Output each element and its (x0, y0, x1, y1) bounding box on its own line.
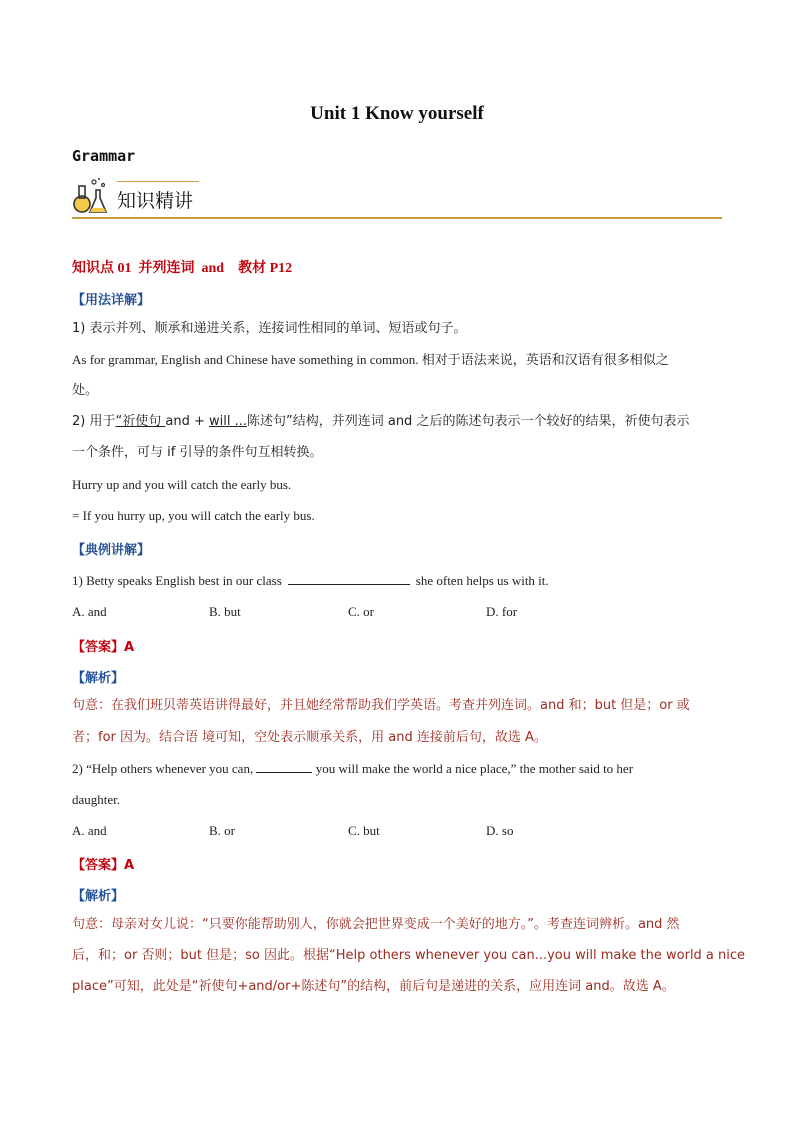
q1-analysis-line-1: 句意：在我们班贝蒂英语讲得最好，并且她经常帮助我们学英语。考查并列连词。and 和；but 但是；or 或 (72, 698, 690, 713)
usage-example-cn: 相对于语法来说，英语和汉语有很多相似之 (421, 353, 669, 368)
usage-example-2: Hurry up and you will catch the early bus. (72, 477, 292, 492)
question-1-stem-b: she often helps us with it. (415, 573, 549, 588)
usage-point-1: 1) 表示并列、顺承和递进关系，连接词性相同的单词、短语或句子。 (72, 321, 467, 336)
usage-point-2-u2: will ... (208, 414, 247, 429)
question-2-stem-b: you will make the world a nice place,” the mother said to her (312, 761, 634, 776)
banner-accent-line (117, 181, 199, 182)
question-2-stem (72, 761, 633, 777)
usage-point-2-a: 2) 用于 (72, 414, 116, 429)
question-1-stem (72, 573, 549, 589)
question-1-stem-a: 1) Betty speaks English best in our class (72, 573, 282, 588)
q2-option-a: A. and (72, 823, 107, 838)
q1-analysis-tag: 【解析】 (72, 671, 125, 686)
usage-point-2 (72, 414, 689, 430)
usage-point-2-c: 陈述句”结构，并列连词 and 之后的陈述句表示一个较好的结果，祈使句表示 (246, 414, 690, 429)
q1-analysis-line-2: 者；for 因为。结合语 境可知，空处表示顺承关系，用 and 连接前后句，故选 A。 (72, 730, 547, 745)
usage-example-1-cont: 处。 (72, 383, 99, 398)
q1-option-d: D. for (486, 604, 518, 619)
section-heading: Grammar (72, 147, 136, 165)
q2-option-d: D. so (486, 823, 514, 838)
usage-tag: 【用法详解】 (72, 293, 151, 308)
usage-point-2-b: and + (165, 414, 209, 429)
q1-option-a: A. and (72, 604, 107, 619)
q1-answer: 【答案】A (72, 640, 135, 655)
usage-example-en: As for grammar, English and Chinese have something in common. (72, 352, 422, 367)
usage-example-3: = If you hurry up, you will catch the early bus. (72, 508, 315, 523)
lab-flask-icon (72, 176, 112, 216)
answer-blank (256, 772, 312, 773)
examples-tag: 【典例讲解】 (72, 543, 151, 558)
q2-analysis-line-2: 后，和；or 否则；but 但是；so 因此。根据“Help others whenever you can...you will make the world a nice (72, 948, 746, 963)
question-2-stem-a: 2) “Help others whenever you can, (72, 761, 257, 776)
answer-blank (288, 584, 410, 585)
q1-option-b: B. but (209, 604, 241, 619)
usage-example-1 (72, 352, 669, 369)
q2-analysis-tag: 【解析】 (72, 889, 125, 904)
usage-point-2-cont: 一个条件，可与 if 引导的条件句互相转换。 (72, 445, 323, 460)
q1-option-c: C. or (348, 604, 374, 619)
banner-label: 知识精讲 (117, 190, 194, 212)
q2-option-b: B. or (209, 823, 235, 838)
question-2-stem-cont: daughter. (72, 792, 121, 807)
q2-answer: 【答案】A (72, 858, 135, 873)
q2-analysis-line-3: place”可知，此处是“祈使句+and/or+陈述句”的结构，前后句是递进的关系，应用连词 and。故选 A。 (72, 979, 675, 994)
knowledge-point-heading: 知识点 01 并列连词 and 教材 P12 (72, 261, 293, 276)
banner-rule (72, 217, 722, 219)
q2-analysis-line-1: 句意：母亲对女儿说：“只要你能帮助别人，你就会把世界变成一个美好的地方。”。考查连词辨析。and 然 (72, 917, 680, 932)
page-title: Unit 1 Know yourself (310, 103, 484, 124)
usage-point-2-u1: “祈使句 (115, 414, 166, 429)
q2-option-c: C. but (348, 823, 380, 838)
